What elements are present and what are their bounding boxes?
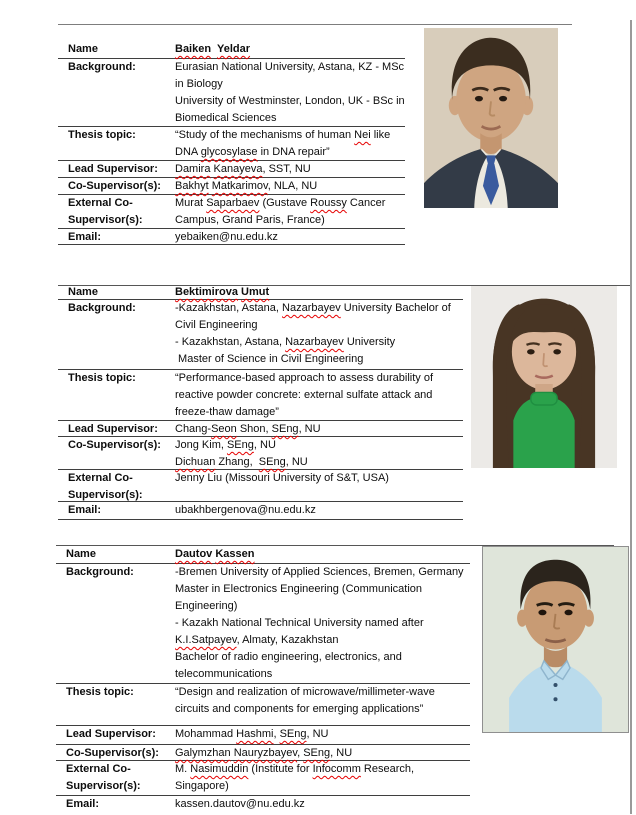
value-line: circuits and components for emerging applications” xyxy=(175,703,424,715)
misspelled-word: Saparbaev xyxy=(206,197,260,209)
row-label-line: Thesis topic: xyxy=(68,129,136,141)
misspelled-word: Hashmi xyxy=(236,728,274,740)
misspelled-word: Kanayeva xyxy=(213,163,263,175)
row-label-line: Lead Supervisor: xyxy=(68,163,158,175)
value-line: Engineering) xyxy=(175,600,238,612)
misspelled-word: Damira xyxy=(175,163,211,175)
row-label-line: Background: xyxy=(68,61,136,73)
profile-photo xyxy=(424,28,558,208)
row-label xyxy=(58,195,175,228)
text-segment: , NU xyxy=(330,747,353,759)
row-label xyxy=(58,470,175,501)
misspelled-word: Dautov xyxy=(175,548,213,560)
value-line xyxy=(175,546,470,563)
row-label-line: Email: xyxy=(68,231,102,243)
text-segment: in DNA repair” xyxy=(257,146,330,158)
table-row xyxy=(56,760,470,795)
text-segment: Jong Kim, xyxy=(175,439,227,451)
text-segment: Mohammad xyxy=(175,728,237,740)
text-segment: , NLA, NU xyxy=(267,180,318,192)
value-line: Singapore) xyxy=(175,780,229,792)
table-row xyxy=(58,469,463,501)
misspelled-word: Yeldar xyxy=(217,43,251,55)
value-line: telecommunications xyxy=(175,668,273,680)
text-segment: , xyxy=(297,747,304,759)
row-value xyxy=(175,41,405,58)
misspelled-word: Nasimuddin xyxy=(190,763,249,775)
row-label-line: Name xyxy=(66,548,96,560)
table-top-rule xyxy=(58,24,572,25)
text-segment: “Study of the mechanisms of human xyxy=(175,129,355,141)
misspelled-word: Baiken xyxy=(175,43,212,55)
table-row xyxy=(56,563,470,683)
text-segment: University Bachelor of xyxy=(340,302,451,314)
table-row xyxy=(58,177,405,194)
row-label-line: Background: xyxy=(66,566,134,578)
text-segment: , NU xyxy=(253,439,276,451)
value-line xyxy=(175,745,470,761)
row-label-line: Name xyxy=(68,286,98,298)
text-segment: (Institute for xyxy=(248,763,313,775)
misspelled-word: Nazarbayev xyxy=(282,302,341,314)
table-row xyxy=(58,436,463,469)
row-value xyxy=(175,59,405,126)
row-value xyxy=(175,286,463,299)
row-value xyxy=(175,470,463,501)
text-segment: -Kazakhstan, Astana, xyxy=(175,302,283,314)
table-row xyxy=(58,228,405,245)
misspelled-word: Matkarimov xyxy=(211,180,268,192)
value-line: kassen.dautov@nu.edu.kz xyxy=(175,798,305,810)
misspelled-word: SEng xyxy=(279,728,307,740)
row-label-line: Co-Supervisor(s): xyxy=(68,180,161,192)
value-line xyxy=(175,195,405,212)
text-segment: , NU xyxy=(285,456,308,468)
value-line xyxy=(175,178,405,195)
table-row xyxy=(58,126,405,160)
row-label xyxy=(56,684,175,725)
value-line xyxy=(175,632,470,649)
value-line: Civil Engineering xyxy=(175,319,258,331)
row-value xyxy=(175,761,470,795)
text-segment: Cancer xyxy=(346,197,386,209)
row-label-line: Lead Supervisor: xyxy=(66,728,156,740)
row-label-line: Lead Supervisor: xyxy=(68,423,158,435)
misspelled-word: Nazarbayev xyxy=(285,336,344,348)
table-row xyxy=(58,41,405,58)
row-value xyxy=(175,300,463,369)
value-line xyxy=(175,421,463,437)
row-value xyxy=(175,564,470,683)
row-label xyxy=(58,161,175,177)
row-value xyxy=(175,195,405,228)
value-line xyxy=(175,334,463,351)
value-line xyxy=(175,437,463,454)
value-line: in Biology xyxy=(175,78,223,90)
row-label xyxy=(58,502,175,519)
text-segment: Research, xyxy=(360,763,415,775)
row-label xyxy=(58,300,175,369)
profile-photo xyxy=(471,286,617,468)
value-line xyxy=(175,761,470,778)
portrait-image xyxy=(483,547,628,732)
row-label-line: Co-Supervisor(s): xyxy=(68,439,161,451)
row-label xyxy=(58,421,175,436)
row-value xyxy=(175,437,463,469)
value-line: Jenny Liu (Missouri University of S&T, USA) xyxy=(175,472,389,484)
value-line: ubakhbergenova@nu.edu.kz xyxy=(175,504,316,516)
row-label xyxy=(58,286,175,299)
row-label xyxy=(58,178,175,194)
row-label-line: External Co- xyxy=(68,197,133,209)
value-line: Master in Electronics Engineering (Communication xyxy=(175,583,422,595)
table-row xyxy=(58,58,405,126)
misspelled-word: SEng xyxy=(226,439,254,451)
row-value xyxy=(175,161,405,177)
value-line xyxy=(175,286,463,299)
misspelled-word: Umut xyxy=(241,286,270,298)
row-value xyxy=(175,684,470,725)
profile-table xyxy=(58,41,405,245)
row-value xyxy=(175,726,470,744)
row-label xyxy=(58,41,175,58)
table-row xyxy=(58,420,463,436)
text-segment: , NU xyxy=(298,423,321,435)
misspelled-word: SEng xyxy=(271,423,299,435)
row-label-line: Thesis topic: xyxy=(66,686,134,698)
text-segment: Murat xyxy=(175,197,207,209)
text-segment: , NU xyxy=(306,728,329,740)
value-line: freeze-thaw damage” xyxy=(175,406,279,418)
value-line xyxy=(175,726,470,743)
misspelled-word: Nauryzbayev xyxy=(233,747,298,759)
row-label-line: Co-Supervisor(s): xyxy=(66,747,159,759)
row-label-line: Email: xyxy=(66,798,100,810)
text-segment: - Kazakhstan, Astana, xyxy=(175,336,286,348)
row-value xyxy=(175,178,405,194)
table-row xyxy=(56,744,470,760)
misspelled-word: Bakhyt xyxy=(175,180,209,192)
misspelled-word: Seon xyxy=(211,423,237,435)
row-label-line: Thesis topic: xyxy=(68,372,136,384)
text-segment: Shon, xyxy=(236,423,272,435)
value-line: “Design and realization of microwave/millimeter-wave xyxy=(175,686,435,698)
row-label-line: Background: xyxy=(68,302,136,314)
value-line: - Kazakh National Technical University named after xyxy=(175,617,424,629)
row-label-line: External Co- xyxy=(68,472,133,484)
misspelled-word: K.I.Satpayev xyxy=(175,634,237,646)
value-line: “Performance-based approach to assess durability of xyxy=(175,372,434,384)
portrait-image xyxy=(424,28,558,208)
value-line xyxy=(175,454,463,471)
row-value xyxy=(175,546,470,563)
table-row xyxy=(58,501,463,520)
page-edge-line xyxy=(630,20,632,814)
misspelled-word: SEng xyxy=(303,747,331,759)
table-row xyxy=(58,160,405,177)
table-row xyxy=(58,286,463,299)
table-row xyxy=(56,546,470,563)
misspelled-word: Bektimirova xyxy=(175,286,238,298)
text-segment: , Almaty, Kazakhstan xyxy=(236,634,339,646)
row-value xyxy=(175,745,470,760)
value-line xyxy=(175,127,405,144)
value-line: Campus, Grand Paris, France) xyxy=(175,214,325,226)
row-label xyxy=(58,437,175,469)
text-segment: like xyxy=(370,129,391,141)
row-label-line: Supervisor(s): xyxy=(68,214,143,226)
value-line xyxy=(175,41,405,58)
row-value xyxy=(175,370,463,420)
value-line: Biomedical Sciences xyxy=(175,112,277,124)
row-value xyxy=(175,796,470,815)
row-value xyxy=(175,127,405,160)
row-label xyxy=(58,59,175,126)
row-label-line: Supervisor(s): xyxy=(66,780,141,792)
profile-table xyxy=(56,546,470,815)
misspelled-word: Kassen xyxy=(215,548,255,560)
row-label-line: Supervisor(s): xyxy=(68,489,143,501)
table-row xyxy=(58,299,463,369)
portrait-image xyxy=(471,286,617,468)
value-line: reactive powder concrete: external sulfate attack and xyxy=(175,389,433,401)
table-row xyxy=(56,725,470,744)
table-row xyxy=(58,194,405,228)
value-line xyxy=(175,300,463,317)
value-line: -Bremen University of Applied Sciences, Bremen, Germany xyxy=(175,566,464,578)
misspelled-word: Dichuan xyxy=(175,456,216,468)
row-label xyxy=(56,726,175,744)
row-label xyxy=(56,546,175,563)
row-label-line: Email: xyxy=(68,504,102,516)
row-label-line: External Co- xyxy=(66,763,131,775)
value-line: Eurasian National University, Astana, KZ - MSc xyxy=(175,61,405,73)
row-value xyxy=(175,502,463,519)
row-label xyxy=(58,127,175,160)
value-line: Master of Science in Civil Engineering xyxy=(175,353,364,365)
text-segment: Zhang, xyxy=(215,456,259,468)
row-label xyxy=(58,229,175,244)
misspelled-word: Roussy xyxy=(310,197,347,209)
row-label xyxy=(56,745,175,760)
misspelled-word: Nei xyxy=(354,129,371,141)
misspelled-word: SEng xyxy=(258,456,286,468)
profile-table xyxy=(58,286,463,520)
table-row xyxy=(56,795,470,815)
misspelled-word: Infocomm xyxy=(312,763,361,775)
text-segment: Chang- xyxy=(175,423,212,435)
value-line: University of Westminster, London, UK - BSc in xyxy=(175,95,405,107)
row-value xyxy=(175,229,405,244)
misspelled-word: glycosylase xyxy=(200,146,258,158)
value-line xyxy=(175,161,405,178)
row-label xyxy=(56,761,175,795)
value-line: Bachelor of radio engineering, electronics, and xyxy=(175,651,402,663)
text-segment: DNA xyxy=(175,146,201,158)
row-label xyxy=(58,370,175,420)
value-line: yebaiken@nu.edu.kz xyxy=(175,231,278,243)
text-segment: , xyxy=(273,728,280,740)
profile-photo xyxy=(483,547,628,732)
row-value xyxy=(175,421,463,436)
text-segment: M. xyxy=(175,763,191,775)
text-segment: , SST, NU xyxy=(262,163,311,175)
value-line xyxy=(175,144,405,161)
row-label xyxy=(56,564,175,683)
text-segment: University xyxy=(343,336,396,348)
text-segment: (Gustave xyxy=(259,197,311,209)
misspelled-word: Galymzhan xyxy=(175,747,231,759)
table-row xyxy=(56,683,470,725)
row-label-line: Name xyxy=(68,43,98,55)
row-label xyxy=(56,796,175,815)
table-row xyxy=(58,369,463,420)
